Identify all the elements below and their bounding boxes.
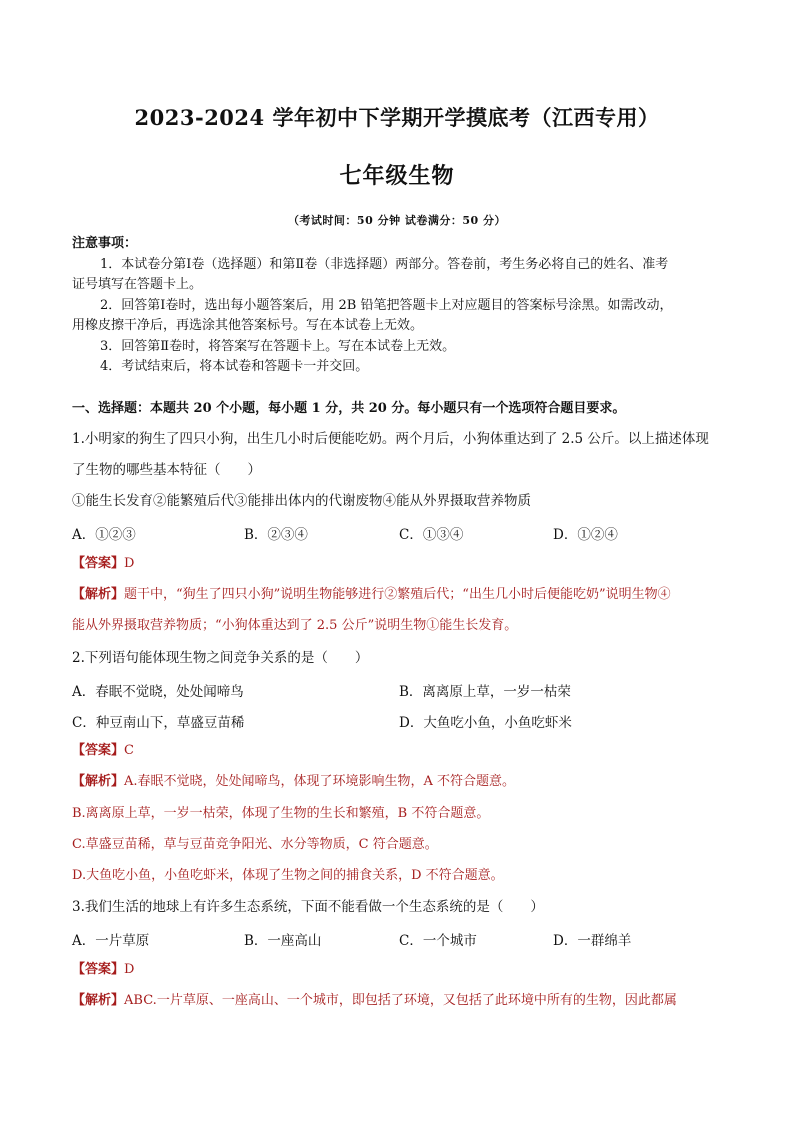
analysis-label: 【解析】 bbox=[72, 774, 125, 789]
question-statements: ①能生长发育②能繁殖后代③能排出体内的代谢废物④能从外界摄取营养物质 bbox=[72, 493, 531, 509]
analysis-text: ABC.一片草原、一座高山、一个城市，即包括了环境，又包括了此环境中所有的生物，因此都属 bbox=[124, 993, 677, 1008]
question-stem: 了生物的哪些基本特征（ ） bbox=[72, 462, 261, 478]
option-d: D．大鱼吃小鱼，小鱼吃虾米 bbox=[399, 715, 572, 731]
answer-label: 【答案】 bbox=[72, 556, 125, 571]
option-a: A．①②③ bbox=[72, 527, 136, 543]
option-b: B．②③④ bbox=[244, 527, 308, 543]
note-line: 2．回答第Ⅰ卷时，选出每小题答案后，用 2B 铅笔把答题卡上对应题目的答案标号涂黑。如需改动， bbox=[100, 298, 673, 313]
option-c: C．种豆南山下，草盛豆苗稀 bbox=[72, 715, 245, 731]
note-line: 1．本试卷分第Ⅰ卷（选择题）和第Ⅱ卷（非选择题）两部分。答卷前，考生务必将自己的姓名、准考 bbox=[100, 257, 669, 272]
answer-value: D bbox=[124, 556, 135, 571]
analysis-text: B.离离原上草，一岁一枯荣，体现了生物的生长和繁殖，B 不符合题意。 bbox=[72, 806, 490, 821]
answer-line bbox=[72, 961, 727, 979]
analysis-text: D.大鱼吃小鱼，小鱼吃虾米，体现了生物之间的捕食关系，D 不符合题意。 bbox=[72, 868, 504, 883]
option-b: B．离离原上草，一岁一枯荣 bbox=[399, 684, 571, 700]
question-stem: 1.小明家的狗生了四只小狗，出生几小时后便能吃奶。两个月后，小狗体重达到了 2.5 公斤。以上描述体现 bbox=[72, 431, 709, 447]
question-stem: 3.我们生活的地球上有许多生态系统，下面不能看做一个生态系统的是（ ） bbox=[72, 899, 544, 915]
analysis-text: 能从外界摄取营养物质；“小狗体重达到了 2.5 公斤”说明生物①能生长发育。 bbox=[72, 618, 518, 633]
note-line: 3．回答第Ⅱ卷时，将答案写在答题卡上。写在本试卷上无效。 bbox=[100, 339, 456, 354]
subject-title: 七年级生物 bbox=[339, 163, 455, 189]
note-line: 用橡皮擦干净后，再选涂其他答案标号。写在本试卷上无效。 bbox=[72, 318, 424, 333]
note-line: 证号填写在答题卡上。 bbox=[72, 277, 203, 292]
answer-label: 【答案】 bbox=[72, 962, 125, 977]
analysis-line bbox=[72, 992, 727, 1010]
option-d: D．一群绵羊 bbox=[553, 933, 632, 949]
exam-info: （考试时间：50 分钟 试卷满分：50 分） bbox=[287, 214, 507, 227]
analysis-line bbox=[72, 586, 727, 604]
note-line: 4．考试结束后，将本试卷和答题卡一并交回。 bbox=[100, 359, 369, 374]
option-a: A．一片草原 bbox=[72, 933, 150, 949]
option-a: A．春眠不觉晓，处处闻啼鸟 bbox=[72, 684, 244, 700]
analysis-line bbox=[72, 773, 727, 791]
answer-line bbox=[72, 742, 727, 760]
option-b: B．一座高山 bbox=[244, 933, 322, 949]
answer-value: D bbox=[124, 962, 135, 977]
answer-value: C bbox=[124, 743, 134, 758]
exam-title: 2023-2024 学年初中下学期开学摸底考（江西专用） bbox=[134, 105, 660, 130]
question-stem: 2.下列语句能体现生物之间竞争关系的是（ ） bbox=[72, 650, 369, 666]
analysis-text: A.春眠不觉晓，处处闻啼鸟，体现了环境影响生物，A 不符合题意。 bbox=[124, 774, 516, 789]
section-heading: 一、选择题：本题共 20 个小题，每小题 1 分，共 20 分。每小题只有一个选项符合题目要求。 bbox=[72, 401, 626, 416]
analysis-text: C.草盛豆苗稀，草与豆苗竞争阳光、水分等物质，C 符合题意。 bbox=[72, 837, 438, 852]
analysis-label: 【解析】 bbox=[72, 993, 125, 1008]
answer-line bbox=[72, 555, 727, 573]
answer-label: 【答案】 bbox=[72, 743, 125, 758]
analysis-text: 题干中，“狗生了四只小狗”说明生物能够进行②繁殖后代；“出生几小时后便能吃奶”说明生物④ bbox=[124, 587, 671, 602]
notes-heading: 注意事项： bbox=[72, 236, 138, 251]
option-d: D．①②④ bbox=[553, 527, 618, 543]
option-c: C．①③④ bbox=[399, 527, 464, 543]
analysis-label: 【解析】 bbox=[72, 587, 125, 602]
option-c: C．一个城市 bbox=[399, 933, 477, 949]
